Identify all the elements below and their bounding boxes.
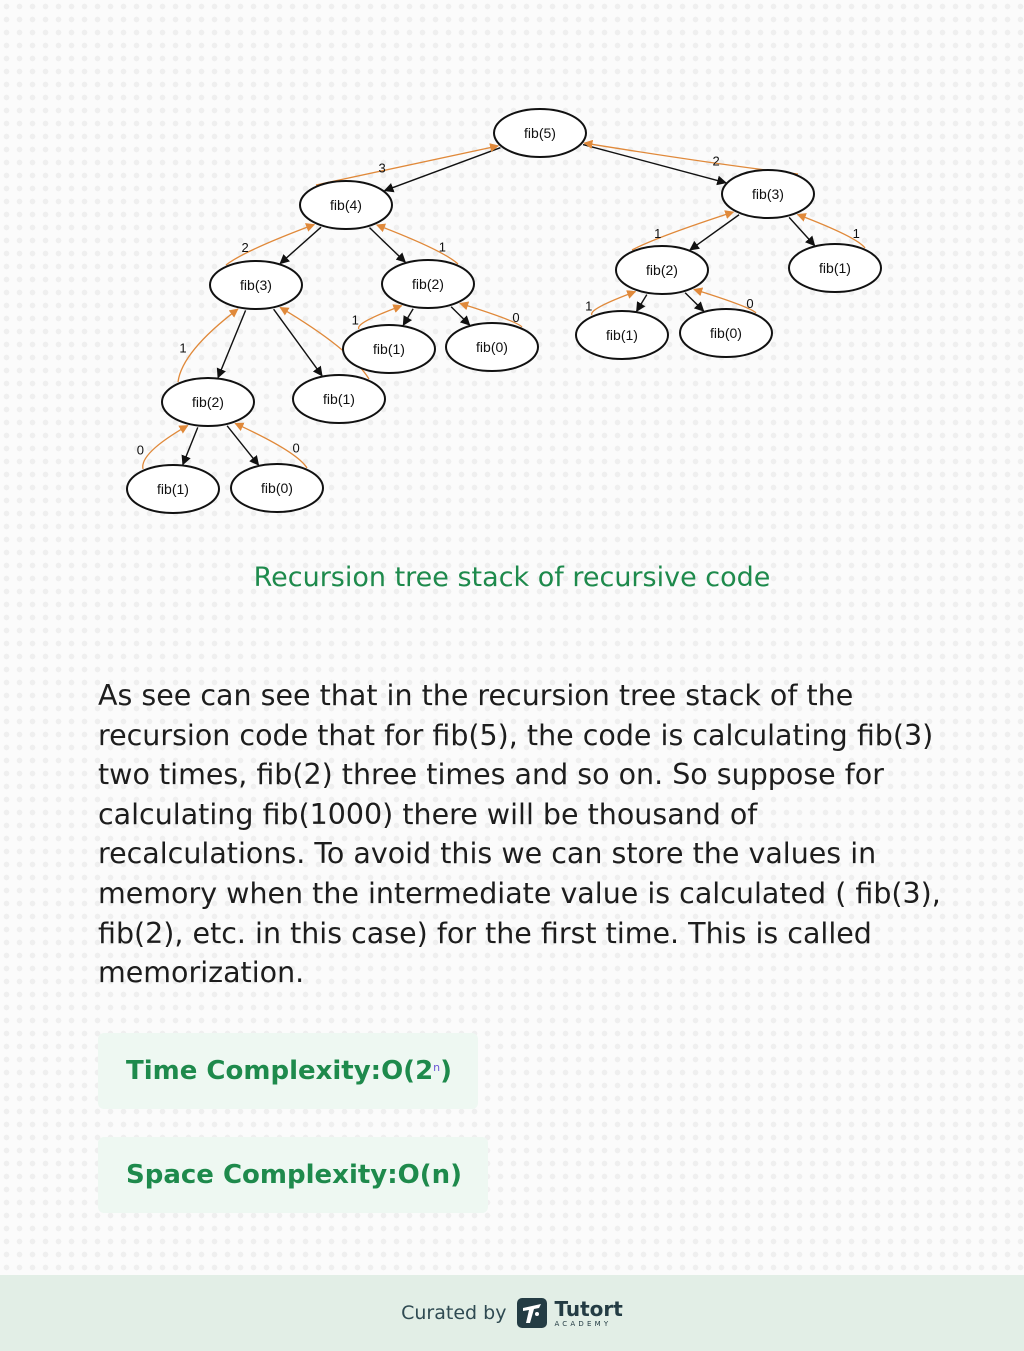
tree-node xyxy=(446,323,538,371)
tree-node xyxy=(210,261,302,309)
brand-wordmark xyxy=(554,1296,623,1328)
brand-subtitle: ACADEMY xyxy=(554,1319,612,1328)
tree-node xyxy=(127,465,219,513)
time-complexity-label: Time Complexity: xyxy=(126,1056,382,1086)
tree-node xyxy=(789,244,881,292)
node-label: fib(1) xyxy=(819,260,851,276)
space-complexity-label: Space Complexity: xyxy=(126,1160,398,1190)
tree-node xyxy=(300,181,392,229)
return-edge xyxy=(143,426,188,469)
call-edge xyxy=(218,310,246,377)
tree-nodes xyxy=(127,109,881,513)
tree-node xyxy=(293,375,385,423)
recursion-tree-diagram xyxy=(0,0,1024,540)
return-value-label: 1 xyxy=(438,239,447,255)
tree-node xyxy=(231,464,323,512)
footer-bar xyxy=(0,1275,1024,1351)
call-edge xyxy=(403,309,413,325)
return-edge xyxy=(316,146,498,185)
call-edge xyxy=(685,293,704,311)
brand-name: Tutort xyxy=(554,1296,623,1321)
return-value-label: 1 xyxy=(179,340,187,356)
diagram-caption: Recursion tree stack of recursive code xyxy=(253,562,771,593)
return-value-label: 3 xyxy=(378,160,386,176)
node-label: fib(1) xyxy=(323,391,355,407)
node-label: fib(1) xyxy=(373,341,405,357)
node-label: fib(0) xyxy=(710,325,742,341)
node-label: fib(2) xyxy=(412,276,444,292)
call-edge xyxy=(583,145,726,183)
return-value-label: 0 xyxy=(292,440,300,456)
node-label: fib(0) xyxy=(476,339,508,355)
tree-node xyxy=(722,170,814,218)
time-complexity-close: ) xyxy=(440,1056,453,1086)
time-complexity-badge xyxy=(98,1033,478,1109)
return-value-label: 2 xyxy=(241,239,249,255)
tree-node xyxy=(616,246,708,294)
node-label: fib(3) xyxy=(752,186,784,202)
call-edge xyxy=(637,295,647,312)
return-value-label: 1 xyxy=(585,298,593,314)
return-edge xyxy=(178,309,238,382)
node-label: fib(4) xyxy=(330,197,362,213)
node-label: fib(5) xyxy=(524,125,556,141)
return-value-label: 0 xyxy=(746,296,754,312)
call-edge xyxy=(690,215,739,250)
tree-node xyxy=(576,311,668,359)
return-value-label: 1 xyxy=(654,226,662,242)
call-edge xyxy=(274,309,322,376)
tree-node xyxy=(343,325,435,373)
node-label: fib(2) xyxy=(192,394,224,410)
call-edge xyxy=(183,427,198,464)
space-complexity-value: O(n) xyxy=(397,1160,463,1190)
time-complexity-exponent: n xyxy=(433,1060,441,1074)
node-label: fib(2) xyxy=(646,262,678,278)
return-value-label: 1 xyxy=(351,312,359,328)
tutort-logo-icon xyxy=(516,1297,548,1329)
tree-node xyxy=(680,309,772,357)
node-label: fib(3) xyxy=(240,277,272,293)
time-complexity-base: O(2 xyxy=(381,1056,434,1086)
node-label: fib(1) xyxy=(157,481,189,497)
return-value-label: 1 xyxy=(852,226,860,242)
call-edge xyxy=(789,217,814,245)
return-value-label: 0 xyxy=(512,310,520,326)
tree-node xyxy=(494,109,586,157)
return-edge xyxy=(632,212,733,250)
node-label: fib(1) xyxy=(606,327,638,343)
call-edge xyxy=(451,307,470,325)
return-value-label: 0 xyxy=(136,442,144,458)
call-edge xyxy=(280,227,321,263)
tree-node xyxy=(382,260,474,308)
return-value-label: 2 xyxy=(712,153,720,169)
curated-by-text: Curated by xyxy=(401,1302,507,1324)
space-complexity-badge xyxy=(98,1137,488,1213)
node-label: fib(0) xyxy=(261,480,293,496)
call-edge xyxy=(385,148,501,191)
explanation-paragraph: As see can see that in the recursion tree stack of the recursion code that for fib(5), the code is calculating fib(3) two times, fib(2) three times and so on. So suppose for calculating fib(1000) there will be thousand of recalculations. To avoid this we can store the values in memory when the intermediate value is calculated ( fib(3), fib(2), etc. in this case) for the first time. This is called memorization. xyxy=(98,679,941,990)
tree-node xyxy=(162,378,254,426)
call-edge xyxy=(370,228,406,262)
